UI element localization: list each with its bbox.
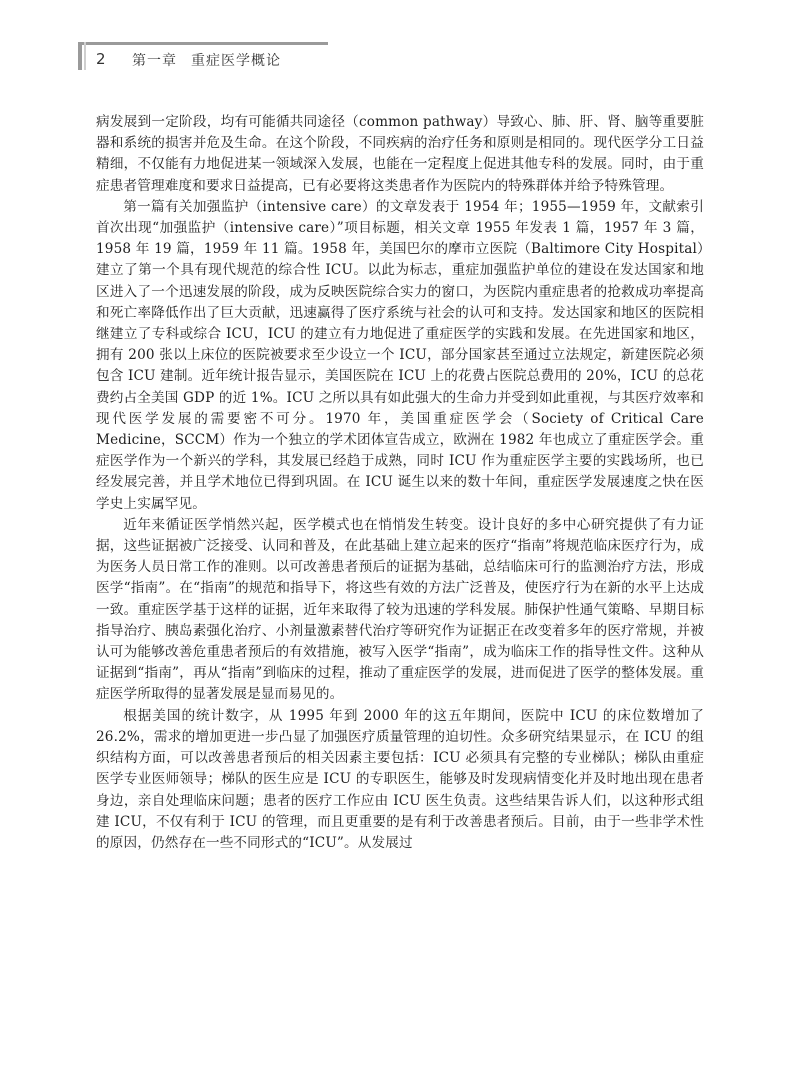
- chapter-title: 重症医学概论: [191, 53, 281, 69]
- header-bar-secondary: [84, 42, 86, 70]
- paragraph: 根据美国的统计数字，从 1995 年到 2000 年的这五年期间，医院中 ICU 的床位数增加了 26.2%，需求的增加更进一步凸显了加强医疗质量管理的迫切性。众多研究结果显示，在 ICU 的组织结构方面，可以改善患者预后的相关因素主要包括：ICU 必须具有完整的专业梯队；梯队由重症医学专业医师领导；梯队的医生应是 ICU 的专职医生，能够及时发现病情变化并及时地出现在患者身边，亲自处理临床问题；患者的医疗工作应由 ICU 医生负责。这些结果告诉人们，以这种形式组建 ICU，不仅有利于 ICU 的管理，而且更重要的是有利于改善患者预后。目前，由于一些非学术性的原因，仍然存在一些不同形式的“ICU”。从发展过: [96, 707, 704, 851]
- paragraph: 病发展到一定阶段，均有可能循共同途径（common pathway）导致心、肺、肝、肾、脑等重要脏器和系统的损害并危及生命。在这个阶段，不同疾病的治疗任务和原则是相同的。现代医学分工日益精细，不仅能有力地促进某一领域深入发展，也能在一定程度上促进其他专科的发展。同时，由于重症患者管理难度和要求日益提高，已有必要将这类患者作为医院内的特殊群体并给予特殊管理。: [96, 114, 704, 194]
- page-number: 2: [96, 50, 106, 68]
- paragraph: 近年来循证医学悄然兴起，医学模式也在悄悄发生转变。设计良好的多中心研究提供了有力证据，这些证据被广泛接受、认同和普及，在此基础上建立起来的医疗“指南”将规范临床医疗行为，成为医务人员日常工作的准则。以可改善患者预后的证据为基础，总结临床可行的监测治疗方法，形成医学“指南”。在“指南”的规范和指导下，将这些有效的方法广泛普及，使医疗行为在新的水平上达成一致。重症医学基于这样的证据，近年来取得了较为迅速的学科发展。肺保护性通气策略、早期目标指导治疗、胰岛素强化治疗、小剂量激素替代治疗等研究作为证据正在改变着多年的医疗常规，并被认可为能够改善危重患者预后的有效措施，被写入医学“指南”，成为临床工作的指导性文件。这种从证据到“指南”，再从“指南”到临床的过程，推动了重症医学的发展，进而促进了医学的整体发展。重症医学所取得的显著发展是显而易见的。: [96, 516, 704, 703]
- body-text: [96, 112, 704, 854]
- chapter-label: 第一章: [132, 53, 177, 69]
- chapter-heading: [132, 50, 281, 70]
- paragraph: 第一篇有关加强监护（intensive care）的文章发表于 1954 年；1955—1959 年，文献索引首次出现“加强监护（intensive care）”项目标题，相关文章 1955 年发表 1 篇，1957 年 3 篇，1958 年 19 篇，1959 年 11 篇。1958 年，美国巴尔的摩市立医院（Baltimore City Hospital）建立了第一个具有现代规范的综合性 ICU。以此为标志，重症加强监护单位的建设在发达国家和地区进入了一个迅速发展的阶段，成为反映医院综合实力的窗口，为医院内重症患者的抢救成功率提高和死亡率降低作出了巨大贡献，迅速赢得了医疗系统与社会的认可和支持。发达国家和地区的医院相继建立了专科或综合 ICU，ICU 的建立有力地促进了重症医学的实践和发展。在先进国家和地区，拥有 200 张以上床位的医院被要求至少设立一个 ICU，部分国家甚至通过立法规定，新建医院必须包含 ICU 建制。近年统计报告显示，美国医院在 ICU 上的花费占医院总费用的 20%，ICU 的总花费约占全美国 GDP 的近 1%。ICU 之所以具有如此强大的生命力并受到如此重视，与其医疗效率和现代医学发展的需要密不可分。1970 年，美国重症医学会（Society of Critical Care Medicine，SCCM）作为一个独立的学术团体宣告成立，欧洲在 1982 年也成立了重症医学会。重症医学作为一个新兴的学科，其发展已经趋于成熟，同时 ICU 作为重症医学主要的实践场所，也已经发展完善，并且学术地位已得到巩固。在 ICU 诞生以来的数十年间，重症医学发展速度之快在医学史上实属罕见。: [96, 198, 704, 512]
- header-bar: [78, 42, 82, 70]
- page-header: [78, 42, 718, 74]
- header-rule: [78, 42, 328, 45]
